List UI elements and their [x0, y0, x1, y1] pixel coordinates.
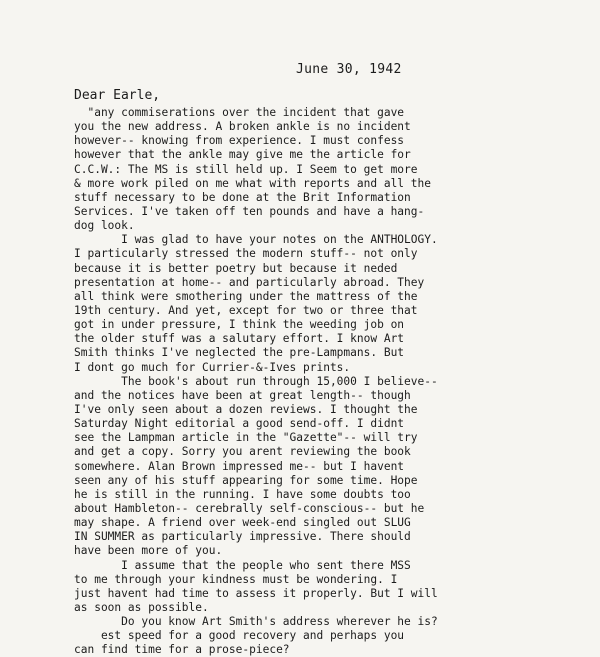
letter-line: may shape. A friend over week-end singled out SLUG	[74, 516, 411, 530]
letter-line: because it is better poetry but because it neded	[74, 261, 398, 275]
letter-line: dog look.	[74, 219, 135, 233]
letter-line: I particularly stressed the modern stuff-- not only	[74, 247, 418, 261]
letter-line: all think were smothering under the mattress of the	[74, 289, 418, 303]
letter-line: I've only seen about a dozen reviews. I thought the	[74, 402, 418, 416]
letter-line: the older stuff was a salutary effort. I know Art	[74, 332, 405, 346]
letter-line: I dont go much for Currier-&-Ives prints.	[74, 360, 351, 374]
letter-line: stuff necessary to be done at the Brit Information	[74, 190, 411, 204]
letter-line: est speed for a good recovery and perhaps you	[74, 629, 405, 643]
letter-line: he is still in the running. I have some doubts too	[74, 487, 411, 501]
letter-line: and the notices have been at great length-- though	[74, 388, 411, 402]
letter-line: to me through your kindness must be wondering. I	[74, 572, 398, 586]
letter-date: June 30, 1942	[296, 62, 402, 77]
letter-line: you the new address. A broken ankle is no incident	[74, 120, 411, 134]
letter-line: Do you know Art Smith's address wherever he is?	[74, 615, 438, 629]
letter-line: Services. I've taken off ten pounds and have a hang-	[74, 204, 425, 218]
letter-line: 19th century. And yet, except for two or three that	[74, 303, 418, 317]
letter-line: somewhere. Alan Brown impressed me-- but I havent	[74, 459, 405, 473]
letter-line: Smith thinks I've neglected the pre-Lampmans. But	[74, 346, 405, 360]
letter-line: Saturday Night editorial a good send-off. I didnt	[74, 417, 405, 431]
letter-line: presentation at home-- and particularly abroad. They	[74, 275, 425, 289]
salutation: Dear Earle,	[74, 88, 161, 103]
letter-line: just havent had time to assess it properly. But I will	[74, 586, 438, 600]
letter-body	[74, 106, 600, 657]
letter-line: as soon as possible.	[74, 600, 209, 614]
letter-line: C.C.W.: The MS is still held up. I Seem to get more	[74, 162, 418, 176]
letter-line: about Hambleton-- cerebrally self-conscious-- but he	[74, 501, 425, 515]
letter-line: have been more of you.	[74, 544, 223, 558]
letter-line: I assume that the people who sent there MSS	[74, 558, 411, 572]
letter-line: & more work piled on me what with reports and all the	[74, 176, 431, 190]
letter-line: see the Lampman article in the "Gazette"-- will try	[74, 431, 418, 445]
letter-line: however that the ankle may give me the article for	[74, 148, 411, 162]
letter-line: IN SUMMER as particularly impressive. There should	[74, 530, 411, 544]
letter-line: got in under pressure, I think the weeding job on	[74, 318, 405, 332]
letter-line: however-- knowing from experience. I must confess	[74, 134, 405, 148]
letter-line: can find time for a prose-piece?	[74, 643, 290, 657]
letter-line: seen any of his stuff appearing for some time. Hope	[74, 473, 418, 487]
letter-line: "any commiserations over the incident that gave	[74, 106, 405, 119]
letter-line: The book's about run through 15,000 I believe--	[74, 374, 438, 388]
letter-line: I was glad to have your notes on the ANTHOLOGY.	[74, 233, 438, 247]
letter-line: and get a copy. Sorry you arent reviewing the book	[74, 445, 411, 459]
